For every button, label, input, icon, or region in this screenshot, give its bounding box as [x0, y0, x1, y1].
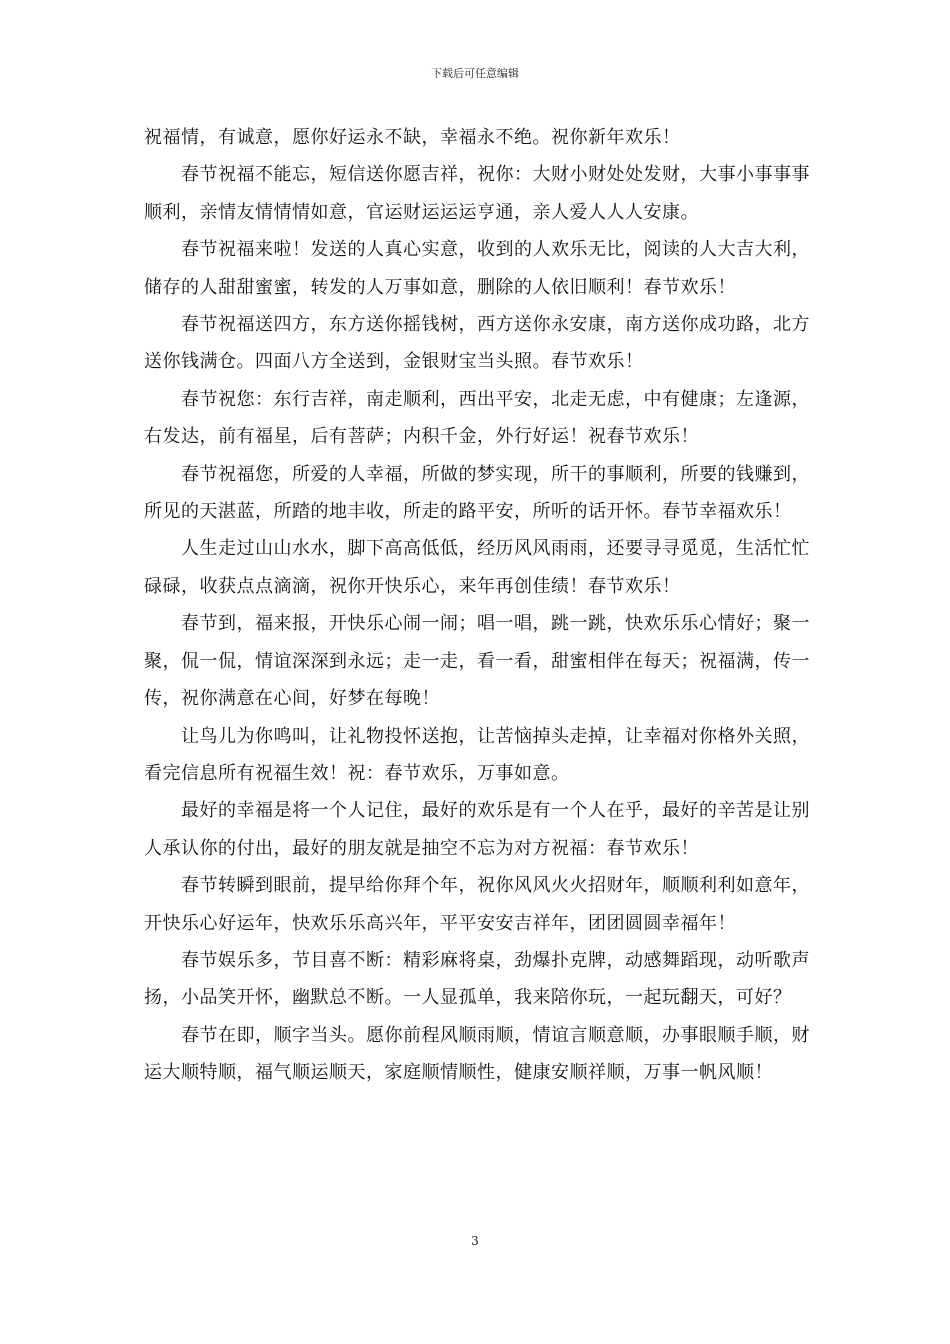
paragraph: 春节祝您：东行吉祥，南走顺利，西出平安，北走无虑，中有健康；左逢源，右发达，前有福星，后有菩萨；内积千金，外行好运！祝春节欢乐！ [144, 388, 810, 448]
paragraph: 春节祝福来啦！发送的人真心实意，收到的人欢乐无比，阅读的人大吉大利，储存的人甜甜蜜蜜，转发的人万事如意，删除的人依旧顺利！春节欢乐！ [144, 239, 810, 298]
paragraph: 春节到，福来报，开快乐心闹一闹；唱一唱，跳一跳，快欢乐乐心情好；聚一聚，侃一侃，情谊深深到永远；走一走，看一看，甜蜜相伴在每天；祝福满，传一传，祝你满意在心间，好梦在每晚！ [144, 613, 810, 710]
paragraph: 让鸟儿为你鸣叫，让礼物投怀送抱，让苦恼掉头走掉，让幸福对你格外关照，看完信息所有祝福生效！祝：春节欢乐，万事如意。 [144, 725, 810, 784]
paragraph: 春节祝福您，所爱的人幸福，所做的梦实现，所干的事顺利，所要的钱赚到，所见的天湛蓝，所踏的地丰收，所走的路平安，所听的话开怀。春节幸福欢乐！ [144, 463, 810, 523]
paragraph: 人生走过山山水水，脚下高高低低，经历风风雨雨，还要寻寻觅觅，生活忙忙碌碌，收获点点滴滴，祝你开快乐心，来年再创佳绩！春节欢乐！ [144, 538, 810, 597]
page-header: 下载后可任意编辑 [431, 67, 519, 80]
document-body [144, 119, 810, 1092]
paragraph: 春节在即，顺字当头。愿你前程风顺雨顺，情谊言顺意顺，办事眼顺手顺，财运大顺特顺，福气顺运顺天，家庭顺情顺性，健康安顺祥顺，万事一帆风顺！ [144, 1024, 810, 1084]
paragraph: 祝福情，有诚意，愿你好运永不缺，幸福永不绝。祝你新年欢乐！ [144, 127, 681, 148]
paragraph: 春节转瞬到眼前，提早给你拜个年，祝你风风火火招财年，顺顺利利如意年，开快乐心好运年，快欢乐乐高兴年，平平安安吉祥年，团团圆圆幸福年！ [144, 875, 810, 934]
paragraph: 春节祝福送四方，东方送你摇钱树，西方送你永安康，南方送你成功路，北方送你钱满仓。四面八方全送到，金银财宝当头照。春节欢乐！ [144, 314, 810, 373]
page-number: 3 [471, 1234, 479, 1248]
paragraph: 春节娱乐多，节目喜不断：精彩麻将桌，劲爆扑克牌，动感舞蹈现，动听歌声扬，小品笑开怀，幽默总不断。一人显孤单，我来陪你玩，一起玩翻天，可好？ [144, 949, 810, 1009]
paragraph: 最好的幸福是将一个人记住，最好的欢乐是有一个人在乎，最好的辛苦是让别人承认你的付出，最好的朋友就是抽空不忘为对方祝福：春节欢乐！ [144, 800, 810, 859]
paragraph: 春节祝福不能忘，短信送你愿吉祥，祝你：大财小财处处发财，大事小事事事顺利，亲情友情情情如意，官运财运运运亨通，亲人爱人人人安康。 [144, 164, 810, 223]
